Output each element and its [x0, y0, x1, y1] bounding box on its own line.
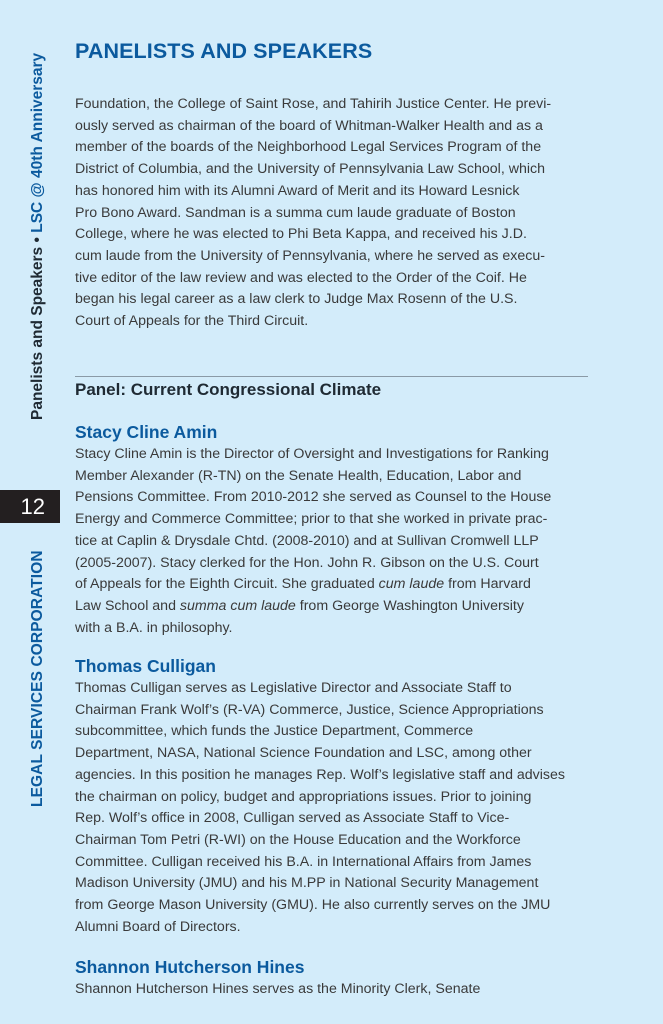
speaker-bio [75, 678, 595, 938]
bio-text: from George Washington University [295, 597, 524, 614]
bio-line: District of Columbia, and the University of Pennsylvania Law School, which [75, 161, 545, 178]
bio-line: Thomas Culligan serves as Legislative Director and Associate Staff to [75, 680, 512, 696]
continued-bio [75, 94, 595, 333]
bio-line [75, 574, 595, 596]
speaker-name: Thomas Culligan [75, 656, 216, 676]
speaker-bio [75, 979, 595, 1001]
bio-line: Pensions Committee. From 2010-2012 she served as Counsel to the House [75, 489, 552, 506]
bio-line: Madison University (JMU) and his M.PP in National Security Management [75, 875, 539, 892]
bio-line: Pro Bono Award. Sandman is a summa cum laude graduate of Boston [75, 204, 516, 221]
page-number: 12 [0, 490, 60, 523]
bio-line: Court of Appeals for the Third Circuit. [75, 313, 309, 330]
bio-line: subcommittee, which funds the Justice Department, Commerce [75, 723, 474, 740]
speaker-bio [75, 444, 595, 639]
bio-line: Department, NASA, National Science Foundation and LSC, among other [75, 745, 532, 762]
bio-line: agencies. In this position he manages Rep. Wolf’s legislative staff and advises [75, 766, 566, 783]
running-head-section: Panelists and Speakers [29, 246, 46, 420]
bio-text: from Harvard [444, 576, 531, 593]
bio-line: Shannon Hutcherson Hines serves as the Minority Clerk, Senate [75, 981, 481, 997]
organization-footer [29, 537, 47, 807]
bio-line: ously served as chairman of the board of Whitman-Walker Health and as a [75, 117, 543, 134]
bio-text: Law School and [75, 597, 180, 614]
bio-line: tice at Caplin & Drysdale Chtd. (2008-2010) and at Sullivan Cromwell LLP [75, 532, 539, 549]
bio-line: with a B.A. in philosophy. [75, 619, 233, 636]
bio-line: Rep. Wolf’s office in 2008, Culligan served as Associate Staff to Vice- [75, 810, 510, 827]
bio-line [75, 596, 595, 618]
organization-name: LEGAL SERVICES CORPORATION [29, 550, 46, 807]
bio-line: Member Alexander (R-TN) on the Senate Health, Education, Labor and [75, 467, 522, 484]
section-divider [75, 376, 588, 377]
bio-line: Alumni Board of Directors. [75, 918, 241, 935]
bio-line: member of the boards of the Neighborhood Legal Services Program of the [75, 139, 542, 156]
bio-line: began his legal career as a law clerk to Judge Max Rosenn of the U.S. [75, 291, 518, 308]
bio-text: of Appeals for the Eighth Circuit. She graduated [75, 576, 379, 593]
running-head [29, 28, 47, 420]
running-head-bullet: • [29, 237, 46, 243]
bio-line: has honored him with its Alumni Award of Merit and its Howard Lesnick [75, 182, 520, 199]
bio-line: the chairman on policy, budget and appropriations issues. Prior to joining [75, 788, 532, 805]
page-title: PANELISTS AND SPEAKERS [75, 39, 373, 63]
bio-line: Chairman Tom Petri (R-WI) on the House Education and the Workforce [75, 831, 521, 848]
bio-line: College, where he was elected to Phi Beta Kappa, and received his J.D. [75, 226, 527, 243]
bio-emphasis: summa cum laude [179, 597, 296, 614]
bio-line: Foundation, the College of Saint Rose, and Tahirih Justice Center. He previ- [75, 96, 552, 112]
panel-title: Panel: Current Congressional Climate [75, 380, 382, 399]
speaker-name: Shannon Hutcherson Hines [75, 957, 305, 977]
bio-line: from George Mason University (GMU). He also currently serves on the JMU [75, 897, 551, 914]
bio-line: Stacy Cline Amin is the Director of Oversight and Investigations for Ranking [75, 446, 549, 462]
speaker-name: Stacy Cline Amin [75, 422, 218, 442]
running-head-event: LSC @ 40th Anniversary [29, 52, 46, 233]
bio-line: Committee. Culligan received his B.A. in International Affairs from James [75, 853, 532, 870]
bio-line: (2005-2007). Stacy clerked for the Hon. John R. Gibson on the U.S. Court [75, 554, 539, 571]
bio-line: tive editor of the law review and was elected to the Order of the Coif. He [75, 269, 527, 286]
bio-line: Energy and Commerce Committee; prior to that she worked in private prac- [75, 511, 548, 528]
bio-line: cum laude from the University of Pennsylvania, where he served as execu- [75, 247, 545, 264]
bio-line: Chairman Frank Wolf’s (R-VA) Commerce, Justice, Science Appropriations [75, 701, 544, 718]
bio-emphasis: cum laude [378, 576, 445, 593]
